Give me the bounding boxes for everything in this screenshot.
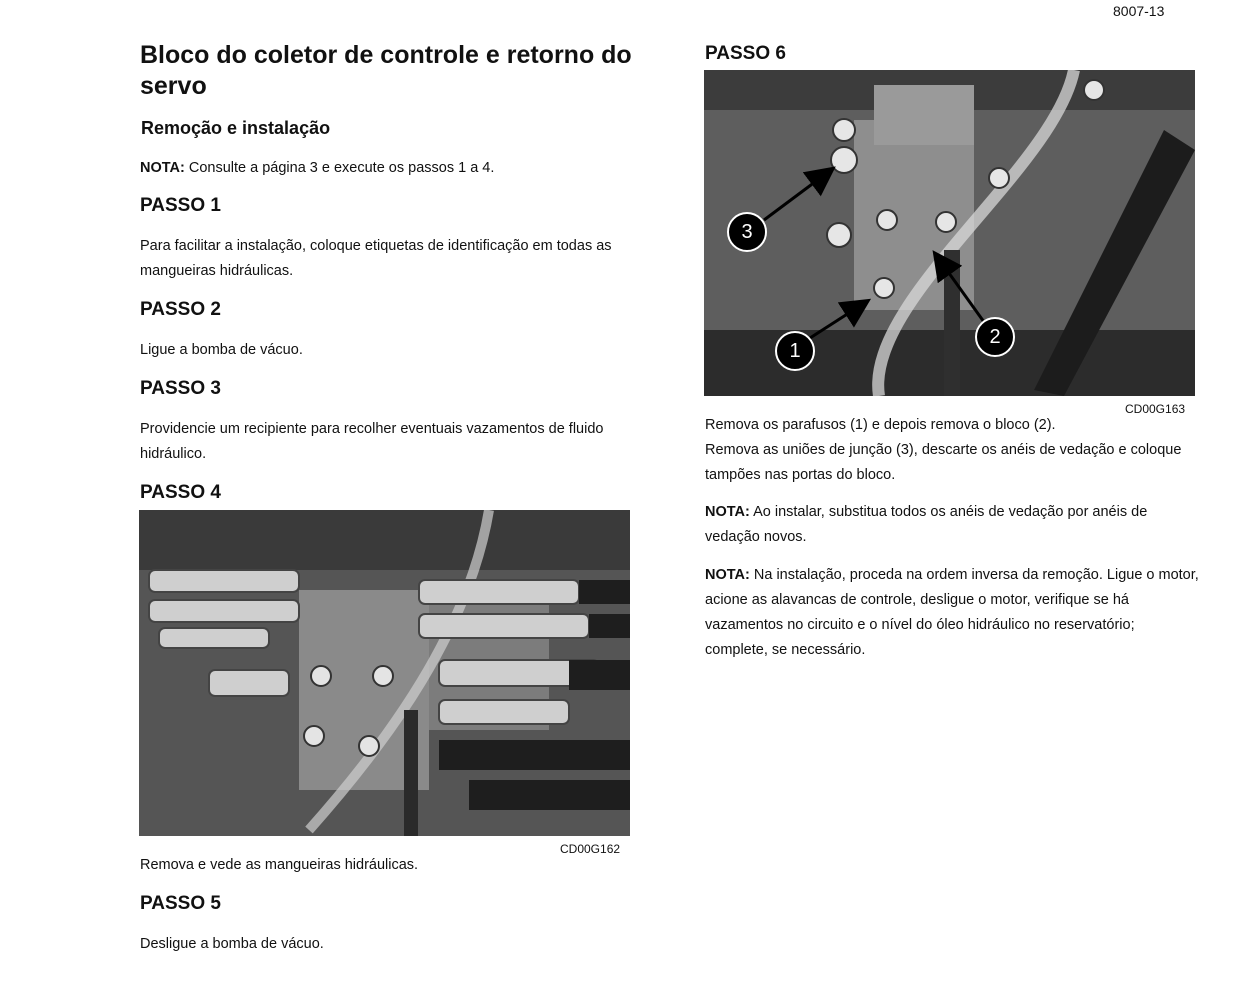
- step-2-heading: PASSO 2: [140, 299, 221, 320]
- step-2-text: Ligue a bomba de vácuo.: [140, 342, 303, 358]
- callout-2: 2: [975, 317, 1015, 357]
- callout-3: 3: [727, 212, 767, 252]
- note-label: NOTA:: [705, 504, 750, 520]
- step-6-heading: PASSO 6: [705, 43, 786, 64]
- step-6-text-2: Remova as uniões de junção (3), descarte os anéis de vedação e coloque tampões nas portas do bloco.: [705, 442, 1182, 483]
- section-subtitle: Remoção e instalação: [141, 118, 331, 138]
- step-6-photo: [704, 70, 1195, 396]
- step-1-heading: PASSO 1: [140, 195, 221, 216]
- step-6-figure-code: CD00G163: [1125, 402, 1186, 416]
- intro-note: [140, 156, 640, 181]
- step-5-text: Desligue a bomba de vácuo.: [140, 936, 324, 952]
- note-label: NOTA:: [140, 160, 185, 176]
- page-number: 8007-13: [1113, 3, 1165, 19]
- step-4-text: Remova e vede as mangueiras hidráulicas.: [140, 857, 419, 873]
- step-3-text: Providencie um recipiente para recolher eventuais vazamentos de fluido hidráulico.: [140, 421, 604, 462]
- step-4-heading: PASSO 4: [140, 482, 221, 503]
- step-3-heading: PASSO 3: [140, 378, 221, 399]
- step-6-text-1: Remova os parafusos (1) e depois remova o bloco (2).: [705, 417, 1056, 433]
- callout-1: 1: [775, 331, 815, 371]
- page-title: Bloco do coletor de controle e retorno do servo: [140, 41, 632, 100]
- step-4-photo: [139, 510, 630, 836]
- step-1-text: Para facilitar a instalação, coloque etiquetas de identificação em todas as mangueiras hidráulicas.: [140, 238, 612, 279]
- note-label: NOTA:: [705, 567, 750, 583]
- note-text: Na instalação, proceda na ordem inversa da remoção. Ligue o motor, acione as alavancas de controle, desligue o motor, verifique se há vazamentos no circuito e o nível do óleo hidráulico no reservatório; complete, se necessário.: [705, 567, 1199, 658]
- note-install-order: [705, 563, 1200, 663]
- note-install-seals: [705, 500, 1200, 550]
- step-4-figure-code: CD00G162: [560, 842, 621, 856]
- note-text: Ao instalar, substitua todos os anéis de vedação por anéis de vedação novos.: [705, 504, 1148, 545]
- step-5-heading: PASSO 5: [140, 893, 221, 914]
- note-text: Consulte a página 3 e execute os passos 1 a 4.: [188, 160, 495, 176]
